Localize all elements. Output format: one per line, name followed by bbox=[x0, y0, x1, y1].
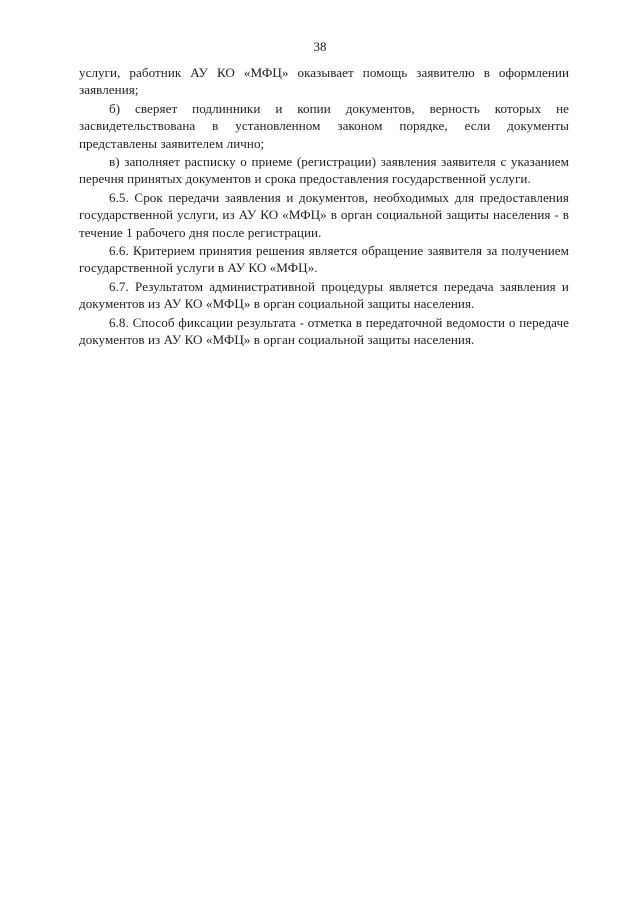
document-body bbox=[79, 64, 569, 349]
paragraph-item-b: б) сверяет подлинники и копии документов, верность которых не засвидетельствована в установленном законом порядке, если документы представлены заявителем лично; bbox=[79, 100, 569, 151]
page-number: 38 bbox=[313, 39, 327, 54]
paragraph-6-7: 6.7. Результатом административной процедуры является передача заявления и документов из АУ КО «МФЦ» в орган социальной защиты населения. bbox=[79, 278, 569, 312]
paragraph-item-v: в) заполняет расписку о приеме (регистрации) заявления заявителя с указанием перечня принятых документов и срока предоставления государственной услуги. bbox=[79, 154, 569, 187]
paragraph-6-6: 6.6. Критерием принятия решения является обращение заявителя за получением государственной услуги в АУ КО «МФЦ». bbox=[79, 243, 569, 276]
paragraph-continuation: услуги, работник АУ КО «МФЦ» оказывает помощь заявителю в оформлении заявления; bbox=[79, 65, 569, 98]
paragraph-6-8: 6.8. Способ фиксации результата - отметка в передаточной ведомости о передаче документов из АУ КО «МФЦ» в орган социальной защиты населения. bbox=[79, 314, 569, 348]
paragraph-6-5: 6.5. Срок передачи заявления и документов, необходимых для предоставления государственной услуги, из АУ КО «МФЦ» в орган социальной защиты населения - в течение 1 рабочего дня после регистрации. bbox=[79, 189, 569, 240]
